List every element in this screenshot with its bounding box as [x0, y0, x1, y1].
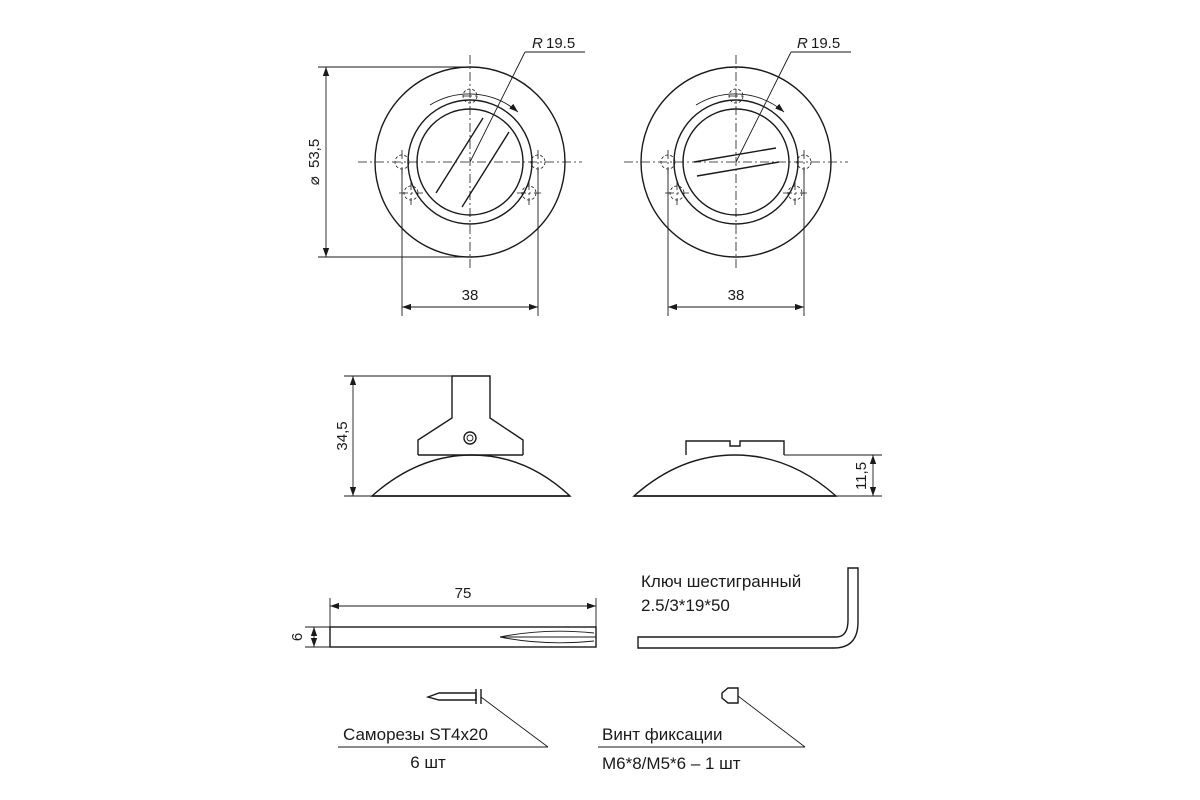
height-dimension-handle — [334, 376, 452, 496]
height-value-handle: 34,5 — [334, 421, 351, 451]
set-screw — [598, 688, 805, 773]
wood-screw — [338, 689, 548, 772]
hex-key-label-line1: Ключ шестигранный — [641, 572, 802, 591]
hex-key — [638, 568, 858, 648]
width-value-right: 38 — [727, 287, 745, 304]
radius-callout-left — [470, 35, 585, 162]
length-dimension-rod — [330, 585, 596, 627]
fix-screw-label: Винт фиксации — [602, 725, 723, 744]
hex-key-label-line2: 2.5/3*19*50 — [641, 596, 730, 615]
thickness-dimension-rod — [289, 627, 330, 647]
rosette-left-front-view — [306, 35, 585, 316]
radius-prefix-right: R — [797, 35, 808, 52]
radius-callout-right — [736, 35, 851, 162]
indicator-side-view — [634, 441, 882, 496]
width-value-left: 38 — [461, 287, 479, 304]
radius-value-left: 19.5 — [546, 35, 576, 52]
fix-screw-spec: M6*8/M5*6 – 1 шт — [602, 754, 741, 773]
height-value-base: 11,5 — [853, 461, 870, 491]
length-value-rod: 75 — [454, 585, 472, 602]
diameter-value: 53,5 — [306, 138, 323, 168]
screws-quantity: 6 шт — [410, 753, 446, 772]
svg-text:⌀ 53,5 — [306, 139, 323, 185]
handle-side-view — [334, 376, 570, 496]
radius-prefix-left: R — [532, 35, 543, 52]
square-rod — [289, 585, 596, 647]
screws-label: Саморезы ST4x20 — [343, 725, 488, 744]
height-dimension-base — [784, 455, 882, 496]
diameter-symbol: ⌀ — [306, 176, 323, 186]
radius-value-right: 19.5 — [811, 35, 841, 52]
rosette-right-front-view — [624, 35, 851, 316]
thickness-value-rod: 6 — [289, 632, 306, 642]
